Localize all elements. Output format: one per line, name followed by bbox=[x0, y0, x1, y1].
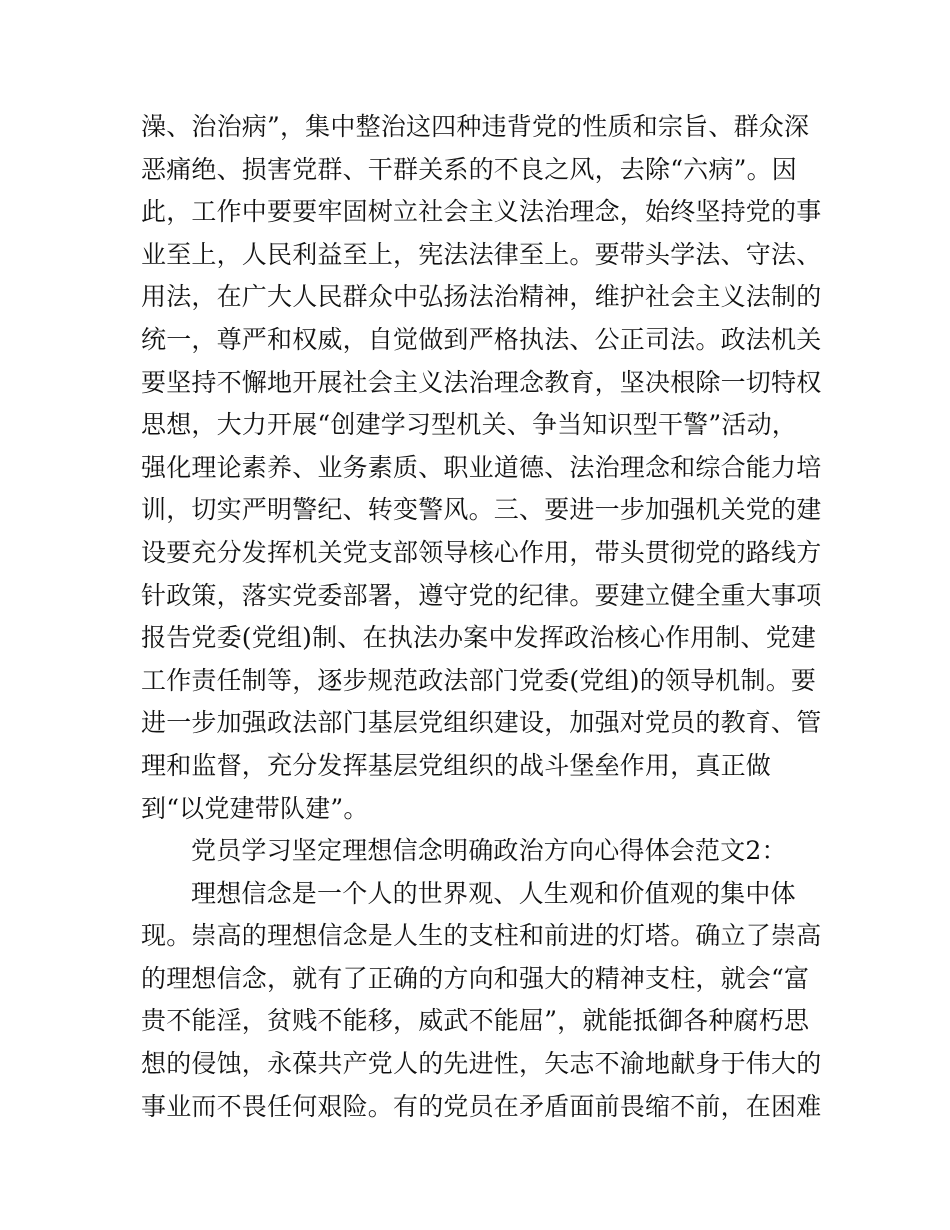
paragraph-line: 进一步加强政法部门基层党组织建设，加强对党员的教育、管 bbox=[141, 708, 822, 738]
document-body bbox=[141, 106, 821, 1128]
paragraph-line: 统一，尊严和权威，自觉做到严格执法、公正司法。政法机关 bbox=[141, 324, 822, 354]
paragraph-line: 要坚持不懈地开展社会主义法治理念教育，坚决根除一切特权 bbox=[141, 367, 822, 397]
section-heading: 党员学习坚定理想信念明确政治方向心得体会范文2： bbox=[191, 836, 787, 866]
paragraph-line: 理想信念是一个人的世界观、人生观和价值观的集中体 bbox=[191, 878, 796, 908]
paragraph-line: 设要充分发挥机关党支部领导核心作用，带头贯彻党的路线方 bbox=[141, 537, 822, 567]
paragraph-line: 工作责任制等，逐步规范政法部门党委(党组)的领导机制。要 bbox=[141, 665, 817, 695]
paragraph-line: 到“以党建带队建”。 bbox=[141, 793, 369, 823]
paragraph-line: 业至上，人民利益至上，宪法法律至上。要带头学法、守法、 bbox=[141, 239, 822, 269]
paragraph-line: 报告党委(党组)制、在执法办案中发挥政治核心作用制、党建 bbox=[141, 623, 817, 653]
paragraph-line: 恶痛绝、损害党群、干群关系的不良之风，去除“六病”。因 bbox=[141, 154, 797, 184]
paragraph-line: 针政策，落实党委部署，遵守党的纪律。要建立健全重大事项 bbox=[141, 580, 822, 610]
paragraph-line: 澡、治治病”，集中整治这四种违背党的性质和宗旨、群众深 bbox=[141, 112, 810, 141]
paragraph-line: 思想，大力开展“创建学习型机关、争当知识型干警”活动， bbox=[141, 410, 797, 440]
paragraph-line: 强化理论素养、业务素质、职业道德、法治理念和综合能力培 bbox=[141, 452, 822, 482]
paragraph-line: 的理想信念，就有了正确的方向和强大的精神支柱，就会“富 bbox=[141, 963, 810, 993]
paragraph-line: 现。崇高的理想信念是人生的支柱和前进的灯塔。确立了崇高 bbox=[141, 921, 822, 951]
paragraph-line: 此，工作中要要牢固树立社会主义法治理念，始终坚持党的事 bbox=[141, 197, 822, 227]
paragraph-line: 理和监督，充分发挥基层党组织的战斗堡垒作用，真正做 bbox=[141, 750, 772, 780]
paragraph-line: 用法，在广大人民群众中弘扬法治精神，维护社会主义法制的 bbox=[141, 282, 822, 312]
paragraph-line: 训，切实严明警纪、转变警风。三、要进一步加强机关党的建 bbox=[141, 495, 822, 525]
paragraph-line: 事业而不畏任何艰险。有的党员在矛盾面前畏缩不前，在困难 bbox=[141, 1091, 822, 1121]
paragraph-line: 贵不能淫，贫贱不能移，威武不能屈”，就能抵御各种腐朽思 bbox=[141, 1006, 810, 1036]
paragraph-line: 想的侵蚀，永葆共产党人的先进性，矢志不渝地献身于伟大的 bbox=[141, 1049, 822, 1079]
